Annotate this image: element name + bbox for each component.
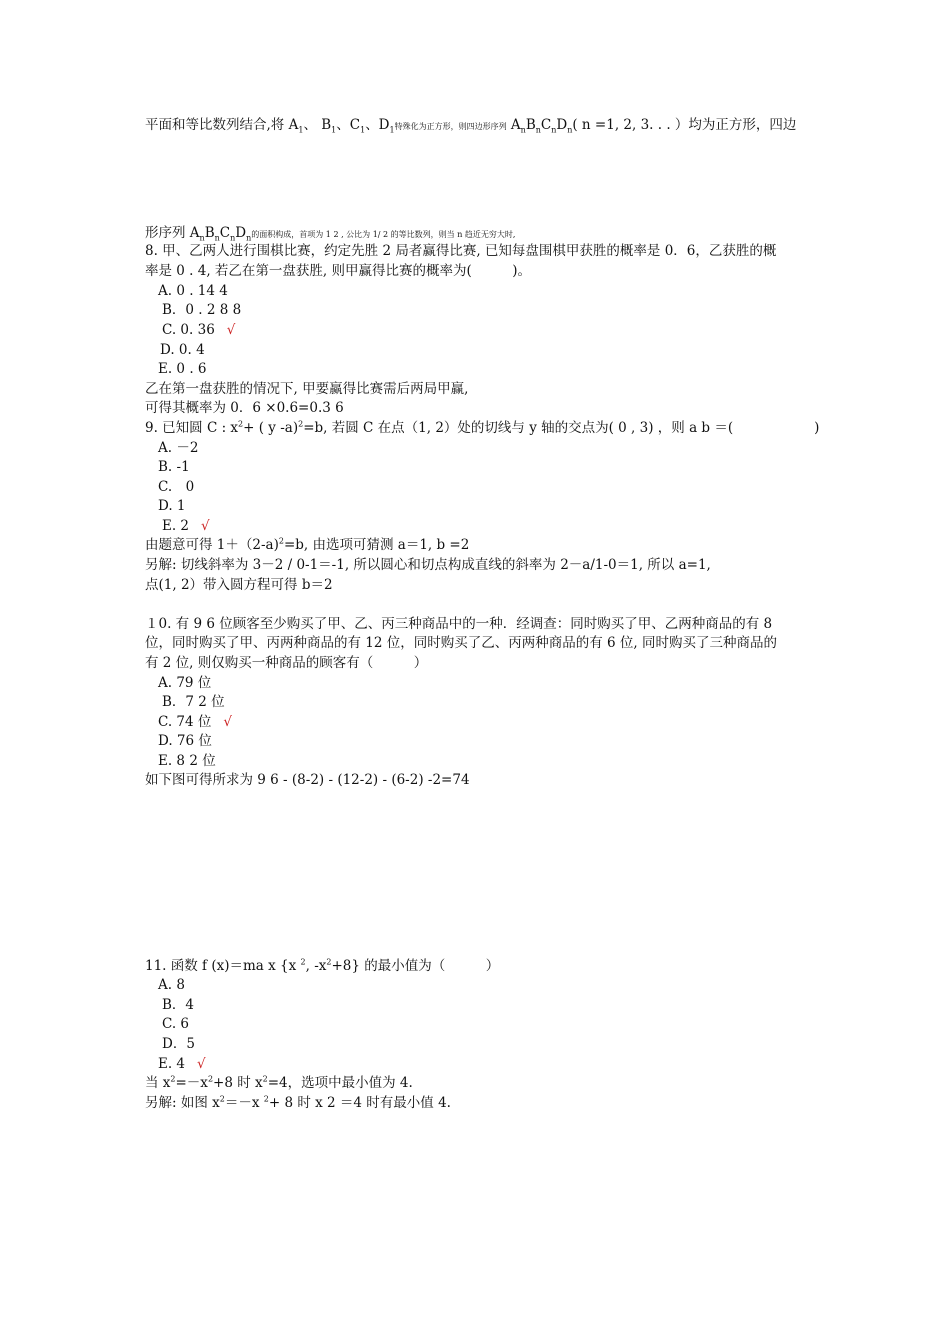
subscript: 1 [389, 125, 395, 135]
q8-option-e: E. 0 . 6 [158, 361, 207, 377]
subscript: n [551, 125, 557, 135]
superscript: 2 [262, 1074, 268, 1084]
subscript: n [567, 125, 573, 135]
check-mark-icon: √ [223, 714, 233, 730]
text: A [510, 117, 521, 133]
q9-option-d: D. 1 [158, 498, 186, 514]
q8-solution-2: 可得其概率为 0．6 ×0.6=0.3 6 [145, 400, 344, 416]
q9-solution-1 [145, 536, 469, 554]
superscript: 2 [207, 1074, 214, 1084]
q9-option-e [162, 517, 210, 535]
q8-stem-1: 8. 甲、乙两人进行围棋比赛，约定先胜 2 局者赢得比赛, 已知每盘围棋甲获胜的概率是 0．6，乙获胜的概 [145, 243, 777, 259]
superscript: 2 [219, 1094, 225, 1104]
q8-option-b: B．0 . 2 8 8 [162, 302, 242, 318]
text: 平面和等比数列结合,将 A [145, 117, 299, 133]
subscript: 1 [360, 125, 366, 135]
text: B [204, 225, 215, 241]
text: C [540, 117, 552, 133]
subscript: n [199, 233, 205, 243]
q8-solution-1: 乙在第一盘获胜的情况下, 甲要赢得比赛需后两局甲赢, [145, 381, 469, 397]
text: 另解: 如图 x [145, 1095, 220, 1111]
q10-stem-1: １0. 有 9 6 位顾客至少购买了甲、乙、丙三种商品中的一种．经调查：同时购买了甲、乙两种商品的有 8 [145, 616, 773, 632]
superscript: 2 [298, 419, 304, 429]
q11-option-c: C. 6 [162, 1016, 190, 1032]
option-text: C. 74 位 [158, 714, 212, 730]
text: D [235, 225, 247, 241]
intro-line-2 [145, 224, 515, 244]
superscript: 2 [263, 1094, 269, 1104]
subscript: n [214, 233, 220, 243]
q11-stem [145, 957, 499, 975]
text: 当 x [145, 1075, 171, 1091]
q11-option-e [158, 1055, 206, 1073]
option-text: E. 4 [158, 1056, 186, 1072]
text: C [219, 225, 231, 241]
text: + 8 时 x 2 ＝4 时有最小值 4. [268, 1095, 451, 1111]
q10-stem-3: 有 2 位, 则仅购买一种商品的顾客有（ ） [145, 655, 428, 671]
intro-line-1 [145, 116, 796, 136]
q10-stem-2: 位，同时购买了甲、丙两种商品的有 12 位，同时购买了乙、丙两种商品的有 6 位, 同时购买了三种商品的 [145, 635, 778, 651]
q9-solution-2: 另解: 切线斜率为 3－2 / 0-1＝-1, 所以圆心和切点构成直线的斜率为 2－a/1-0＝1, 所以 a=1, [145, 557, 711, 573]
subscript: n [520, 125, 526, 135]
q8-option-a: A. 0 . 14 4 [158, 283, 228, 299]
q10-option-b: B．7 2 位 [162, 694, 225, 710]
text: D [556, 117, 568, 133]
option-text: C. 0. 36 [162, 322, 215, 338]
q11-option-a: A. 8 [158, 977, 185, 993]
text: =4，选项中最小值为 4. [267, 1075, 413, 1091]
text: B [525, 117, 536, 133]
text: 11. 函数 f (x)＝ma x {x [145, 958, 301, 974]
text: +8} 的最小值为（ ） [331, 958, 500, 974]
q9-option-a: A. －2 [158, 440, 199, 456]
text: 、D [365, 117, 390, 133]
q9-stem [145, 419, 819, 437]
text: + ( y -a) [243, 420, 299, 436]
q10-option-c [158, 713, 232, 731]
q8-stem-2: 率是 0 . 4, 若乙在第一盘获胜, 则甲赢得比赛的概率为( )。 [145, 263, 532, 279]
superscript: 2 [326, 957, 332, 967]
text: 由题意可得 1＋（2-a) [145, 537, 279, 553]
q10-option-e: E. 8 2 位 [158, 753, 216, 769]
q11-solution-1 [145, 1074, 413, 1092]
superscript: 2 [170, 1074, 176, 1084]
q10-option-d: D. 76 位 [158, 733, 212, 749]
text: 形序列 A [145, 225, 200, 241]
text: =b, 由选项可猜测 a＝1, b =2 [283, 537, 470, 553]
text: 、 B [303, 117, 332, 133]
q10-solution: 如下图可得所求为 9 6 - (8-2) - (12-2) - (6-2) -2=74 [145, 772, 470, 788]
q11-solution-2 [145, 1094, 451, 1112]
text: ＝－x [224, 1095, 264, 1111]
small-text: 特殊化为正方形，则四边形序列 [394, 122, 507, 131]
subscript: n [246, 233, 252, 243]
small-text: 的面积构成，首项为 1 2 , 公比为 1/ 2 的等比数列，则当 n 趋近无穷大时, [251, 230, 516, 239]
text: 、C [336, 117, 361, 133]
check-mark-icon: √ [197, 1056, 206, 1072]
q9-solution-3: 点(1, 2）带入圆方程可得 b＝2 [145, 577, 333, 593]
subscript: 1 [298, 125, 304, 135]
text: ( n =1, 2, 3. . . ）均为正方形，四边 [572, 117, 797, 133]
text: +8 时 x [213, 1075, 263, 1091]
q11-option-d: D．5 [162, 1036, 195, 1052]
superscript: 2 [238, 419, 244, 429]
q9-option-c: C. 0 [158, 479, 195, 495]
q8-option-d: D. 0. 4 [160, 342, 205, 358]
text: , -x [305, 958, 327, 974]
subscript: n [535, 125, 541, 135]
check-mark-icon: √ [226, 322, 236, 338]
subscript: n [230, 233, 236, 243]
q9-option-b: B. -1 [158, 459, 190, 475]
subscript: 1 [331, 125, 337, 135]
q11-option-b: B．4 [162, 997, 195, 1013]
option-text: E. 2 [162, 518, 190, 534]
check-mark-icon: √ [201, 518, 210, 534]
q8-option-c [162, 321, 235, 339]
text: 9. 已知圆 C : x [145, 420, 239, 436]
superscript: 2 [278, 536, 284, 546]
text: =－x [175, 1075, 208, 1091]
text: =b, 若圆 C 在点（1, 2）处的切线与 y 轴的交点为( 0 , 3) ，则 a b ＝( ) [303, 420, 820, 436]
q10-option-a: A. 79 位 [158, 675, 212, 691]
superscript: 2 [300, 957, 306, 967]
